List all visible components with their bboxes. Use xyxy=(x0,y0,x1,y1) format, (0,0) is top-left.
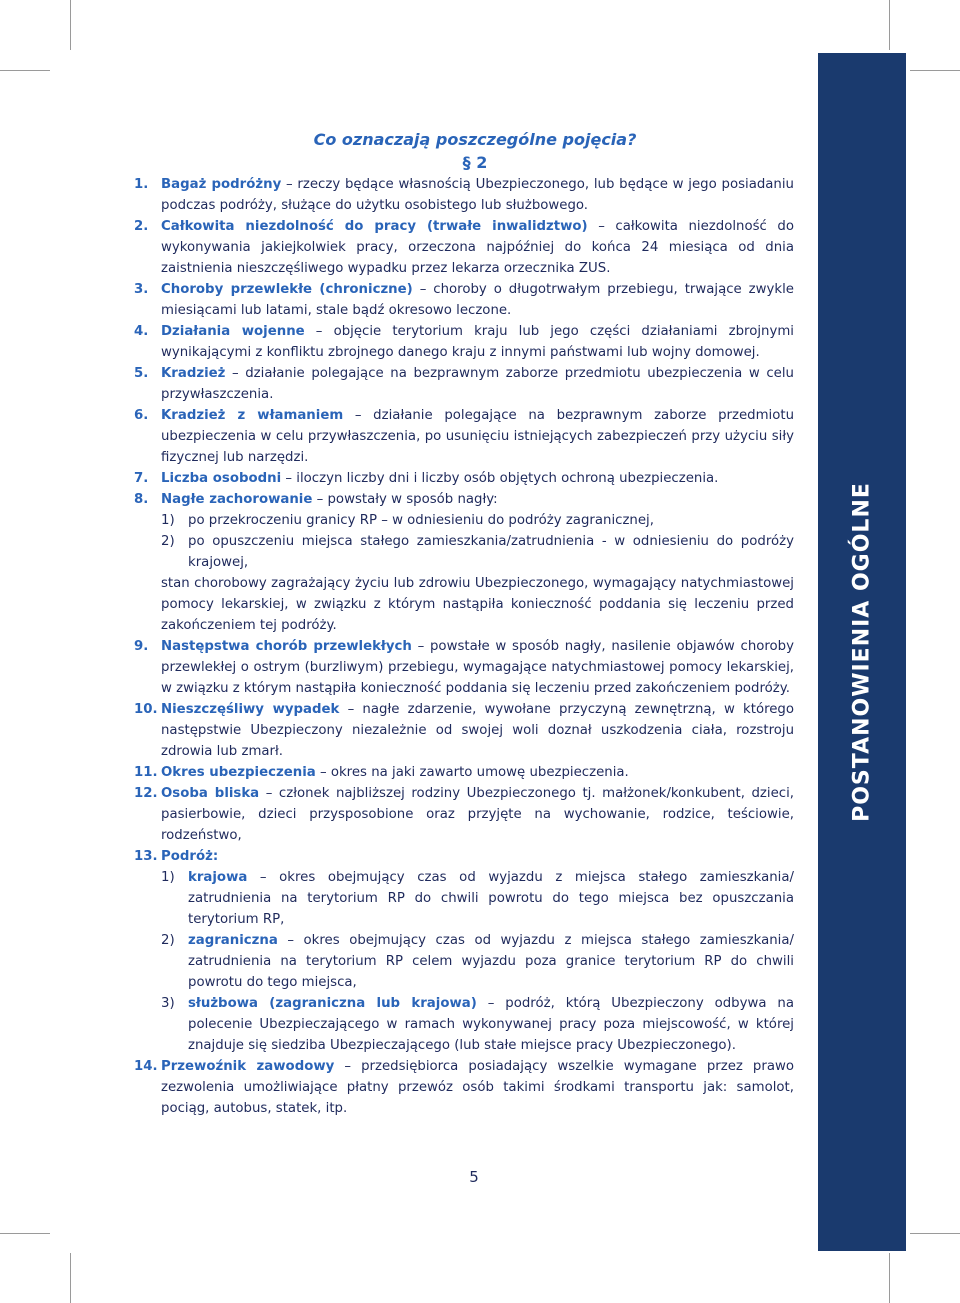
definition-body xyxy=(161,699,794,762)
definition-term: Osoba bliska xyxy=(161,786,260,801)
definition-body xyxy=(161,762,794,783)
definition-item xyxy=(134,405,794,468)
sub-item-body xyxy=(188,867,794,930)
crop-mark xyxy=(889,1253,890,1303)
definition-body xyxy=(161,468,794,489)
definition-body xyxy=(161,846,794,867)
item-number: 11. xyxy=(134,765,158,780)
definition-term: Podróż: xyxy=(161,849,219,864)
item-number: 5. xyxy=(134,366,149,381)
definition-term: Nieszczęśliwy wypadek xyxy=(161,702,340,717)
definition-text: – działanie polegające na bezprawnym zaborze przedmiotu ubezpieczenia w celu przywłaszczenia. xyxy=(161,366,794,402)
sub-item-number: 2) xyxy=(161,933,175,948)
sub-item-number: 1) xyxy=(161,513,175,528)
definition-item xyxy=(134,762,794,783)
item-number: 2. xyxy=(134,219,149,234)
definition-body xyxy=(161,174,794,216)
crop-mark xyxy=(910,1233,960,1234)
sub-item xyxy=(161,510,794,531)
definition-term: Całkowita niezdolność do pracy (trwałe inwalidztwo) xyxy=(161,219,588,234)
definition-item xyxy=(134,174,794,216)
sub-item xyxy=(161,531,794,573)
sub-item-body xyxy=(188,993,794,1056)
sub-item-number: 2) xyxy=(161,534,175,549)
sub-item-body xyxy=(188,510,794,531)
item-number: 8. xyxy=(134,492,149,507)
definition-text: – rzeczy będące własnością Ubezpieczonego, lub będące w jego posiadaniu podczas podróży, służące do użytku osobistego lub służbowego. xyxy=(161,177,794,213)
definition-text: – całkowita niezdolność do wykonywania jakiejkolwiek pracy, orzeczona najpóźniej do końca 24 miesiąca od dnia zaistnienia nieszczęśliwego wypadku przez lekarza orzecznika ZUS. xyxy=(161,219,795,276)
definition-text: – członek najbliższej rodziny Ubezpieczonego tj. małżonek/konkubent, dzieci, pasierbowie, dzieci przysposobione oraz przyjęte na wychowanie, rodzice, teściowie, rodzeństwo, xyxy=(161,786,794,843)
definition-text: – powstałe w sposób nagły, nasilenie objawów choroby przewlekłej o ostrym (burzliwym) przebiegu, wymagające natychmiastowej pomocy lekarskiej, w związku z którym nastąpiła konieczność poddania się leczeniu przed zakończeniem podróży. xyxy=(161,639,794,696)
definition-term: Przewoźnik zawodowy xyxy=(161,1059,335,1074)
definition-term: Okres ubezpieczenia xyxy=(161,765,316,780)
crop-mark xyxy=(70,1253,71,1303)
definition-text: – okres na jaki zawarto umowę ubezpieczenia. xyxy=(315,765,629,780)
page-number: 5 xyxy=(469,1168,479,1186)
definition-body xyxy=(161,363,794,405)
definition-term: Następstwa chorób przewlekłych xyxy=(161,639,412,654)
definition-item xyxy=(134,321,794,363)
sub-item-number: 3) xyxy=(161,996,175,1011)
item-number: 3. xyxy=(134,282,149,297)
document-title: Co oznaczają poszczególne pojęcia? xyxy=(313,130,637,149)
definition-term: Choroby przewlekłe (chroniczne) xyxy=(161,282,413,297)
definition-text: – przedsiębiorca posiadający wszelkie wymagane przez prawo zezwolenia umożliwiające płatny przewóz osób takimi środkami transportu jak: samolot, pociąg, autobus, statek, itp. xyxy=(161,1059,794,1116)
definition-term: Kradzież xyxy=(161,366,226,381)
definition-item xyxy=(134,363,794,405)
definition-term: Działania wojenne xyxy=(161,324,305,339)
sub-item xyxy=(161,867,794,930)
sub-item-number: 1) xyxy=(161,870,175,885)
definition-body xyxy=(161,321,794,363)
sub-item-text: – podróż, którą Ubezpieczony odbywa na polecenie Ubezpieczającego w ramach wykonywanej pracy poza miejscowość, w której znajduje się siedziba Ubezpieczającego (lub stałe miejsce pracy Ubezpieczonego). xyxy=(188,996,795,1053)
definition-term: Bagaż podróżny xyxy=(161,177,282,192)
sub-item-text: – okres obejmujący czas od wyjazdu z miejsca stałego zamieszkania/ zatrudnienia na terytorium RP do chwili powrotu do tego miejsca bez opuszczania terytorium RP, xyxy=(188,870,794,927)
item-number: 13. xyxy=(134,849,158,864)
item-number: 6. xyxy=(134,408,149,423)
item-number: 4. xyxy=(134,324,149,339)
definition-body xyxy=(161,279,794,321)
definition-text: – iloczyn liczby dni i liczby osób objętych ochroną ubezpieczenia. xyxy=(281,471,719,486)
definition-term: Kradzież z włamaniem xyxy=(161,408,344,423)
item-number: 1. xyxy=(134,177,149,192)
definition-body xyxy=(161,489,794,510)
definition-item xyxy=(134,489,794,636)
definition-item xyxy=(134,699,794,762)
definition-item xyxy=(134,783,794,846)
sub-item xyxy=(161,993,794,1056)
section-number: § 2 xyxy=(462,153,488,172)
definition-body xyxy=(161,636,794,699)
definition-body xyxy=(161,783,794,846)
sub-item-term: krajowa xyxy=(188,870,248,885)
sub-item-term: zagraniczna xyxy=(188,933,278,948)
definition-text: – powstały w sposób nagły: xyxy=(312,492,498,507)
definition-continuation: stan chorobowy zagrażający życiu lub zdrowiu Ubezpieczonego, wymagający natychmiastowej pomocy lekarskiej, w związku z którym nastąpiła konieczność poddania się leczeniu przed zakończeniem tej podróży. xyxy=(161,576,794,633)
sub-item-body xyxy=(188,930,794,993)
item-number: 14. xyxy=(134,1059,158,1074)
definition-term: Liczba osobodni xyxy=(161,471,282,486)
sub-item-body xyxy=(188,531,794,573)
definitions-list xyxy=(134,174,794,1119)
sub-item-text: po przekroczeniu granicy RP – w odniesieniu do podróży zagranicznej, xyxy=(188,513,654,528)
definition-text: – objęcie terytorium kraju lub jego części działaniami zbrojnymi wynikającymi z konfliktu zbrojnego danego kraju z innymi państwami lub wojny domowej. xyxy=(161,324,794,360)
definition-item xyxy=(134,216,794,279)
item-number: 10. xyxy=(134,702,158,717)
crop-mark xyxy=(889,0,890,50)
definition-item xyxy=(134,468,794,489)
item-number: 12. xyxy=(134,786,158,801)
definition-text: – choroby o długotrwałym przebiegu, trwające zwykle miesiącami lub latami, stale bądź okresowo leczone. xyxy=(161,282,794,318)
definition-item xyxy=(134,846,794,1056)
crop-mark xyxy=(0,1233,50,1234)
item-number: 7. xyxy=(134,471,149,486)
crop-mark xyxy=(70,0,71,50)
definition-term: Nagłe zachorowanie xyxy=(161,492,313,507)
definition-text: – nagłe zdarzenie, wywołane przyczyną zewnętrzną, w którego następstwie Ubezpieczony niezależnie od swojej woli doznał uszkodzenia ciała, rozstroju zdrowia lub zmarł. xyxy=(161,702,795,759)
definition-body xyxy=(161,216,794,279)
crop-mark xyxy=(910,70,960,71)
definition-item xyxy=(134,636,794,699)
definition-item xyxy=(134,279,794,321)
sub-item-term: służbowa (zagraniczna lub krajowa) xyxy=(188,996,477,1011)
sidebar-label: POSTANOWIENIA OGÓLNE xyxy=(849,482,875,822)
section-sidebar xyxy=(818,53,906,1251)
crop-mark xyxy=(0,70,50,71)
definition-body xyxy=(161,1056,794,1119)
sub-item-text: – okres obejmujący czas od wyjazdu z miejsca stałego zamieszkania/ zatrudnienia na terytorium RP celem wyjazdu poza granice terytorium RP do chwili powrotu do tego miejsca, xyxy=(188,933,794,990)
sub-item-text: po opuszczeniu miejsca stałego zamieszkania/zatrudnienia - w odniesieniu do podróży krajowej, xyxy=(188,534,794,570)
sub-item xyxy=(161,930,794,993)
definition-body xyxy=(161,405,794,468)
definition-item xyxy=(134,1056,794,1119)
item-number: 9. xyxy=(134,639,149,654)
definition-text: – działanie polegające na bezprawnym zaborze przedmiotu ubezpieczenia w celu przywłaszczenia, po usunięciu istniejących zabezpieczeń przy użyciu siły fizycznej lub narzędzi. xyxy=(161,408,794,465)
